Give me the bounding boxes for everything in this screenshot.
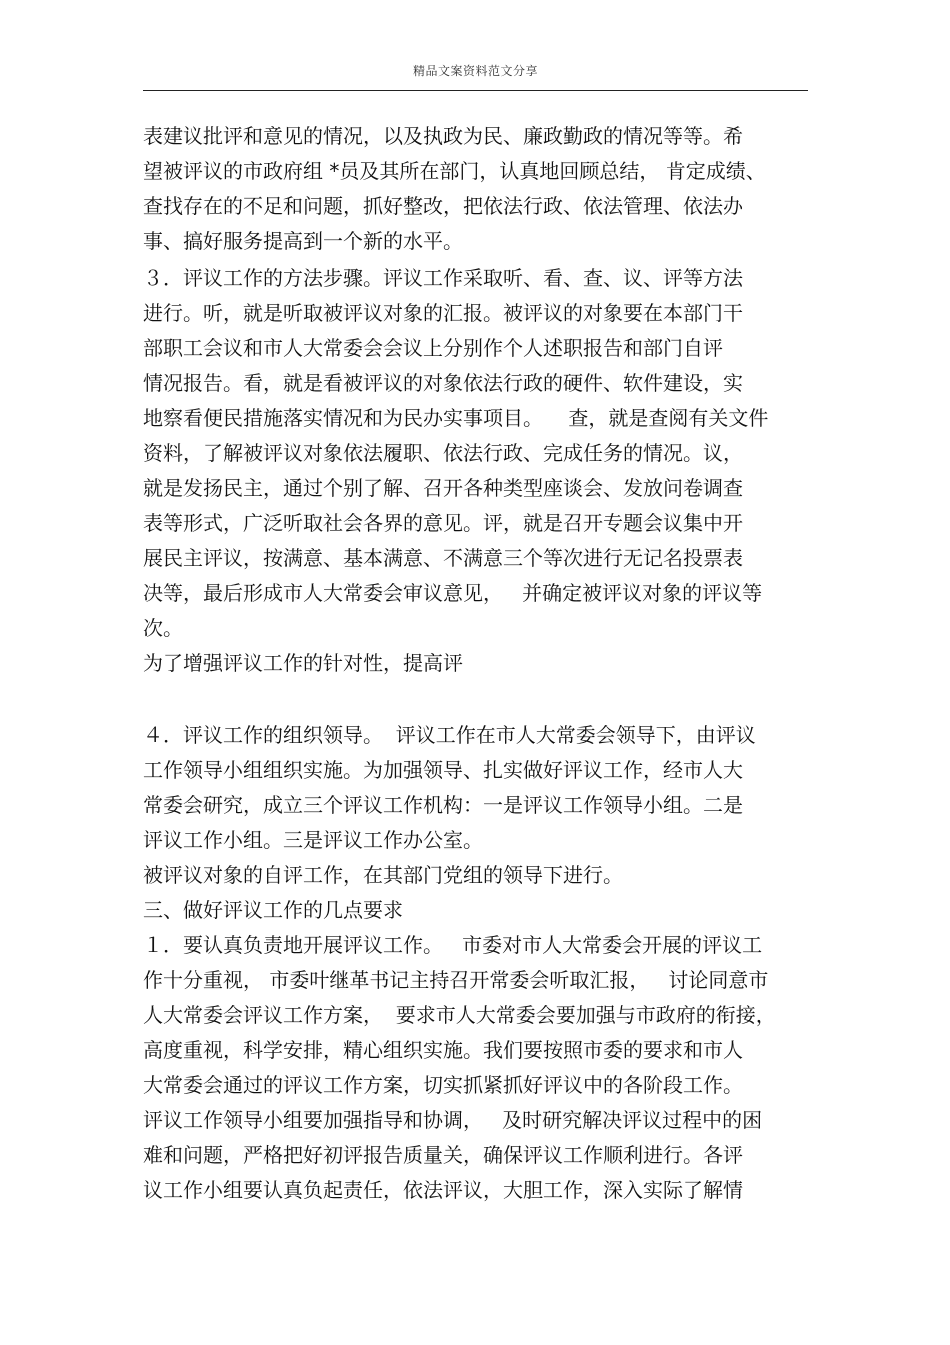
text-line: 事、搞好服务提高到一个新的水平。 — [143, 229, 463, 253]
text-line: 工作领导小组组织实施。为加强领导、扎实做好评议工作，经市人大 — [143, 758, 743, 782]
text-line: 议工作小组要认真负起责任，依法评议，大胆工作，深入实际了解情 — [143, 1178, 743, 1202]
text-line: 难和问题，严格把好初评报告质量关，确保评议工作顺利进行。各评 — [143, 1143, 743, 1167]
text-line: 人大常委会评议工作方案， 要求市人大常委会要加强与市政府的衔接， — [143, 1003, 776, 1027]
text-line: 三、做好评议工作的几点要求 — [143, 898, 403, 922]
text-line: ３．评议工作的方法步骤。评议工作采取听、看、查、议、评等方法 — [143, 266, 743, 290]
text-line: 高度重视，科学安排，精心组织实施。我们要按照市委的要求和市人 — [143, 1038, 743, 1062]
header-divider — [143, 90, 808, 91]
text-line: 为了增强评议工作的针对性，提高评 — [143, 651, 463, 675]
text-line: 评议工作小组。三是评议工作办公室。 — [143, 828, 483, 852]
text-line: １．要认真负责地开展评议工作。 市委对市人大常委会开展的评议工 — [143, 933, 763, 957]
text-line: 次。 — [143, 616, 183, 640]
text-line: 就是发扬民主，通过个别了解、召开各种类型座谈会、发放问卷调查 — [143, 476, 743, 500]
text-line: ４．评议工作的组织领导。 评议工作在市人大常委会领导下，由评议 — [143, 723, 756, 747]
text-line: 评议工作领导小组要加强指导和协调， 及时研究解决评议过程中的困 — [143, 1108, 763, 1132]
text-line: 决等，最后形成市人大常委会审议意见， 并确定被评议对象的评议等 — [143, 581, 763, 605]
text-line: 表等形式，广泛听取社会各界的意见。评，就是召开专题会议集中开 — [143, 511, 743, 535]
text-line: 进行。听，就是听取被评议对象的汇报。被评议的对象要在本部门干 — [143, 301, 743, 325]
text-line: 查找存在的不足和问题，抓好整改，把依法行政、依法管理、依法办 — [143, 194, 743, 218]
text-line: 展民主评议，按满意、基本满意、不满意三个等次进行无记名投票表 — [143, 546, 743, 570]
text-line: 常委会研究，成立三个评议工作机构：一是评议工作领导小组。二是 — [143, 793, 743, 817]
text-line: 望被评议的市政府组 *员及其所在部门，认真地回顾总结， 肯定成绩、 — [143, 159, 766, 183]
page-header: 精品文案资料范文分享 — [412, 64, 538, 78]
text-line: 部职工会议和市人大常委会会议上分别作个人述职报告和部门自评 — [143, 336, 723, 360]
text-line: 情况报告。看，就是看被评议的对象依法行政的硬件、软件建设，实 — [143, 371, 743, 395]
text-line: 表建议批评和意见的情况，以及执政为民、廉政勤政的情况等等。希 — [143, 124, 743, 148]
text-line: 地察看便民措施落实情况和为民办实事项目。 查，就是查阅有关文件 — [143, 406, 769, 430]
text-line: 资料，了解被评议对象依法履职、依法行政、完成任务的情况。议， — [143, 441, 743, 465]
text-line: 作十分重视， 市委叶继革书记主持召开常委会听取汇报， 讨论同意市 — [143, 968, 769, 992]
text-line: 被评议对象的自评工作，在其部门党组的领导下进行。 — [143, 863, 623, 887]
text-line: 大常委会通过的评议工作方案，切实抓紧抓好评议中的各阶段工作。 — [143, 1073, 743, 1097]
